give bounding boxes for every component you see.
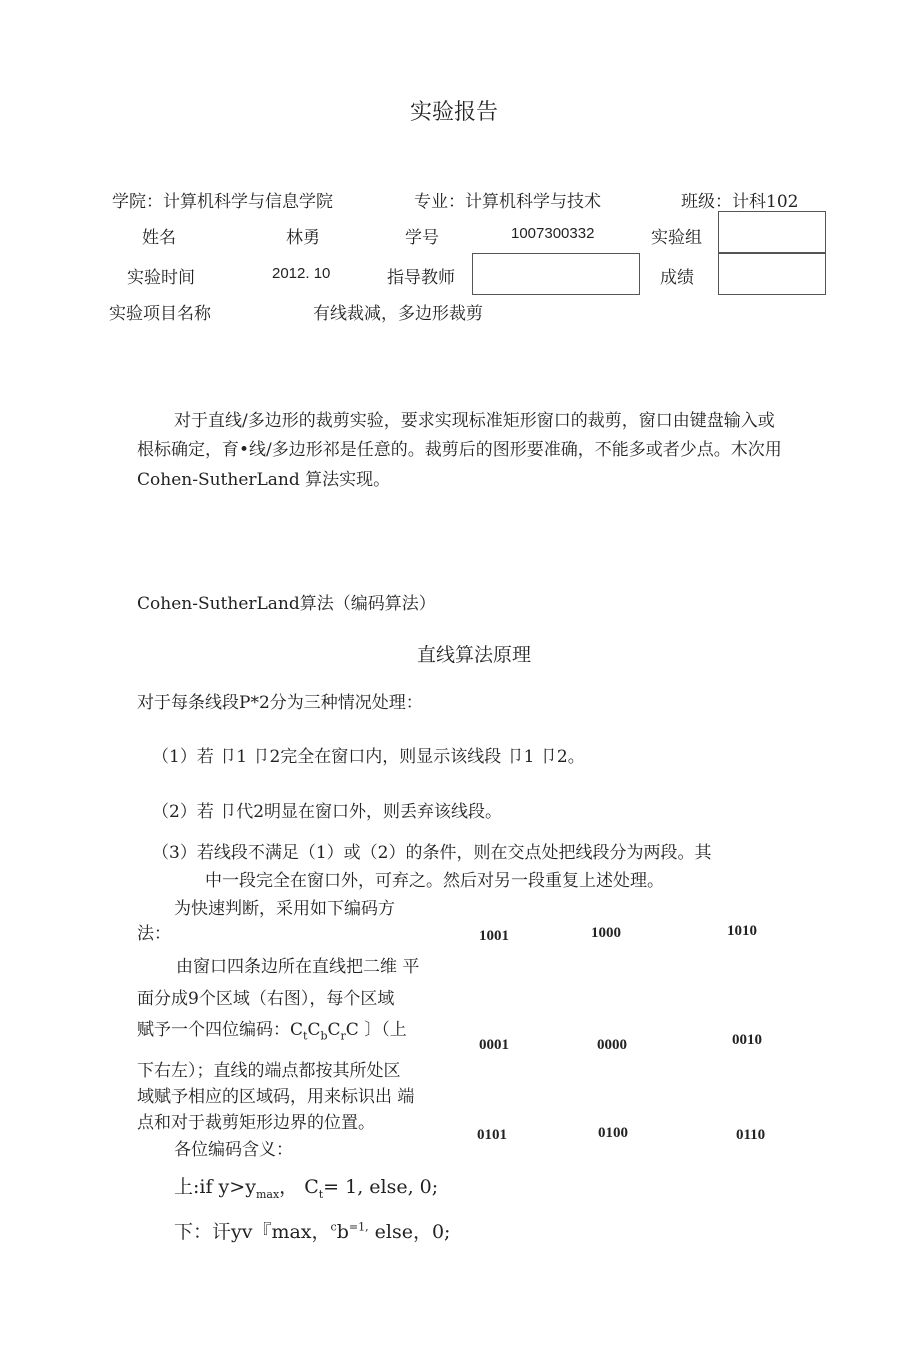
- group-label: 实验组: [651, 228, 702, 248]
- t: c: [330, 1220, 337, 1234]
- case-3-cont: 中一段完全在窗口外，可弃之。然后对另一段重复上述处理。: [205, 871, 664, 891]
- intro-line: 根标确定，育•线/多边形祁是任意的。裁剪后的图形要准确，不能多或者少点。木次用: [137, 440, 782, 460]
- section-title: 直线算法原理: [417, 644, 532, 666]
- project-label: 实验项目名称: [109, 304, 211, 324]
- left-text: 点和对于裁剪矩形边界的位置。: [137, 1113, 375, 1133]
- intro-line: Cohen-SutherLand 算法实现。: [137, 470, 391, 490]
- algorithm-title: Cohen-SutherLand算法（编码算法）: [137, 594, 436, 614]
- case-1: （1）若 卩1 卩2完全在窗口内，则显示该线段 卩1 卩2。: [152, 747, 585, 767]
- t: r: [340, 1029, 346, 1043]
- name-value: 林勇: [286, 228, 320, 248]
- t: C: [307, 1020, 321, 1040]
- time-label: 实验时间: [127, 268, 195, 288]
- name-label: 姓名: [142, 228, 176, 248]
- t: b: [336, 1221, 349, 1243]
- time-value: 2012. 10: [272, 265, 331, 282]
- t: = 1, else, 0;: [323, 1176, 439, 1198]
- t: C: [327, 1020, 341, 1040]
- t: 下：讦yv『max，: [174, 1221, 331, 1243]
- group-field: [718, 211, 826, 254]
- region-code: 1000: [591, 925, 621, 941]
- intro-line: 对于直线/多边形的裁剪实验，要求实现标准矩形窗口的裁剪，窗口由键盘输入或: [174, 411, 775, 431]
- left-text: 下右左）；直线的端点都按其所处区: [137, 1061, 401, 1081]
- score-field: [718, 252, 826, 295]
- t: b: [320, 1029, 328, 1043]
- region-code: 0000: [597, 1037, 627, 1053]
- teacher-label: 指导教师: [387, 268, 455, 288]
- case-2: （2）若 卩代2明显在窗口外，则丢弃该线段。: [152, 802, 503, 822]
- project-value: 有线裁减，多边形裁剪: [313, 304, 483, 324]
- region-code: 0010: [732, 1032, 762, 1048]
- region-code: 0101: [477, 1127, 507, 1143]
- top-rule: [174, 1172, 438, 1201]
- left-text: 域赋予相应的区域码，用来标识出 端: [137, 1087, 415, 1107]
- left-text: 法：: [137, 924, 171, 944]
- left-text: 由窗口四条边所在直线把二维 平: [176, 957, 420, 977]
- t: else，0;: [368, 1221, 451, 1243]
- page-title: 实验报告: [410, 100, 499, 125]
- bottom-rule: [174, 1217, 450, 1244]
- t: max: [255, 1187, 280, 1201]
- region-code: 1010: [727, 923, 757, 939]
- left-text: 面分成9个区域（右图），每个区域: [137, 989, 395, 1009]
- case-3: （3）若线段不满足（1）或（2）的条件，则在交点处把线段分为两段。其: [152, 843, 712, 863]
- t: ， C: [279, 1176, 319, 1198]
- left-text: 各位编码含义：: [174, 1140, 293, 1160]
- paragraph: 对于每条线段P*2分为三种情况处理：: [137, 693, 423, 713]
- region-code: 0001: [479, 1037, 509, 1053]
- teacher-field: [472, 253, 640, 295]
- id-label: 学号: [405, 228, 439, 248]
- region-code: 0100: [598, 1125, 628, 1141]
- score-label: 成绩: [660, 268, 694, 288]
- id-value: 1007300332: [511, 225, 595, 242]
- class: 班级：计科102: [681, 192, 799, 212]
- t: t: [318, 1187, 324, 1201]
- major: 专业：计算机科学与技术: [414, 192, 601, 212]
- region-code: 0110: [736, 1127, 766, 1143]
- t: 赋予一个四位编码：C: [137, 1020, 304, 1040]
- region-code: 1001: [479, 928, 509, 944]
- t: 上:if y>y: [174, 1176, 256, 1198]
- t: =1,: [348, 1220, 369, 1234]
- college: 学院：计算机科学与信息学院: [112, 192, 333, 212]
- left-text: [137, 1015, 407, 1042]
- t: C 〕（上: [345, 1020, 407, 1040]
- t: t: [303, 1029, 308, 1043]
- left-text: 为快速判断，采用如下编码方: [174, 899, 395, 919]
